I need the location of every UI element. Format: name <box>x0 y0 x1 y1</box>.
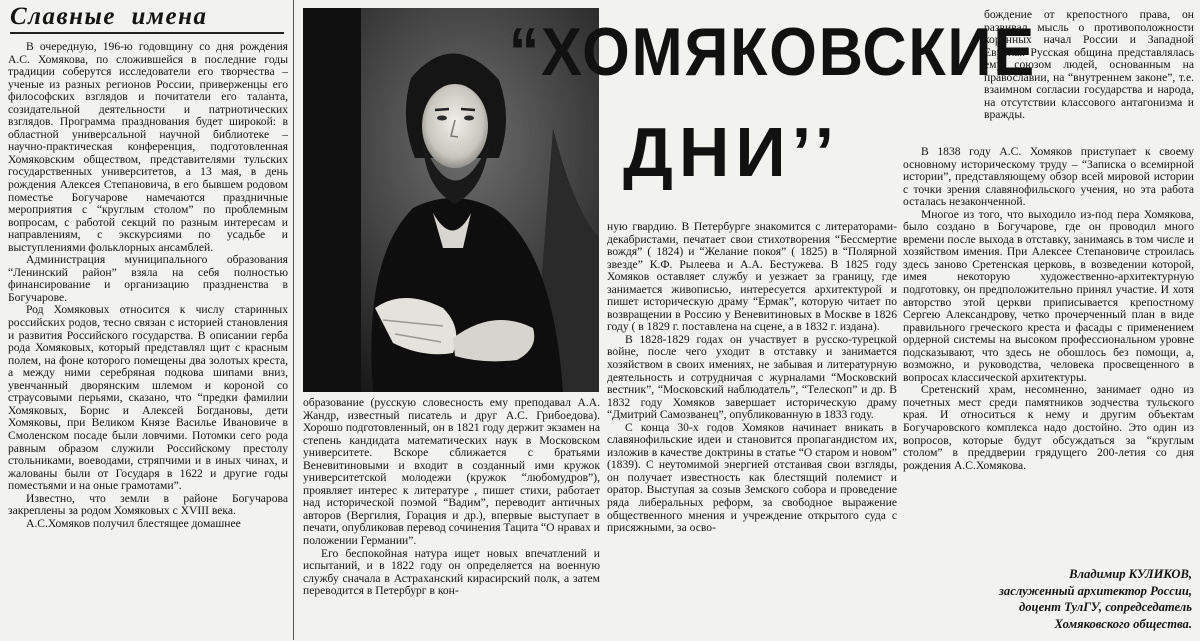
paragraph: В 1838 году А.С. Хомяков приступает к своему основному историческому труду – “Записка о всемирной истории”, представляющему обзор всей мировой истории с точки зрения славянофильского учения, но эта работа осталась незаконченной. <box>903 146 1194 209</box>
paragraph: Администрация муниципального образования “Ленинский район” взяла на себя полностью финансирование и организацию праздненства в Богучарове. <box>8 253 288 304</box>
article-column-4 <box>903 146 1194 564</box>
paragraph: В 1828-1829 годах он участвует в русско-турецкой войне, после чего уходит в отставку и занимается хозяйством в своих имениях, не забывая и литературную деятельность и сотрудничая с журналами “Московский вестник”, “Московский наблюдатель”, “Телескоп” и др. В 1832 году Хомяков завершает историческую драму “Дмитрий Самозванец”, опубликованную в 1833 году. <box>607 332 897 422</box>
paragraph: А.С.Хомяков получил блестящее домашнее <box>26 516 241 530</box>
article-column-1 <box>8 41 288 641</box>
section-rubric: Славные имена <box>10 2 284 34</box>
author-title: заслуженный архитектор России, <box>999 583 1192 598</box>
headline-line-1: “ХОМЯКОВСКИЕ <box>508 14 1036 90</box>
author-title: Хомяковского общества. <box>1054 616 1192 631</box>
article-column-2 <box>303 397 600 640</box>
author-name: Владимир КУЛИКОВ, <box>1069 567 1192 581</box>
paragraph: В очередную, 196-ю годовщину со дня рождения А.С. Хомякова, по сложившейся в последние годы традиции соберутся исследователи его творчества – ученые из разных регионов России, приверженцы его философских взглядов и почитатели его таланта, созидательной деятельности и патриотических взглядов. Программа празднования будет широкой: в областной универсальной научной библиотеке – научно-практическая конференция, подготовленная Хомяковским обществом, представителями тульских государственных университетов, а 13 мая, в день рождения Алексея Степановича, в его бывшем родовом поместье Богучарове намечаются праздничные мероприятия с “круглым столом” по проблемным вопросам, с работой секций по разным интересам и направлениям, с экскурсиями по усадьбе и выступлениями фольклорных ансамблей. <box>8 41 288 254</box>
column-divider <box>293 0 294 640</box>
paragraph: Род Хомяковых относится к числу старинных российских родов, тесно связан с историей становления и развития Российского государства. В описании герба рода Хомяковых, который представлял щит с красным полем, на фоне которого помещены два золотых креста, а между ними серебряная подкова шипами вниз, увенчанный дворянским шлемом и короной со страусовыми перьями, сказано, что “предки фамилии Хомяковых, Борис и Алексей Богдановы, дети Хомяковы, при Великом Князе Василье Ивановиче в Смоленском посаде были ловчими. Потомки сего рода равным образом служили Российскому престолу стольниками, воеводами, стряпчими и в иных чинах, и жалованы были от Государя в 1622 и другие годы поместьями и на оные грамотами”. <box>8 303 288 493</box>
paragraph: Известно, что земли в районе Богучарова закреплены за родом Хомяковых с XVIII века. <box>8 491 288 518</box>
paragraph: Его беспокойная натура ищет новых впечатлений и испытаний, и в 1822 году он определяется на военную службу сначала в Астраханский кирасирский полк, а затем переводится в Петербург в кон- <box>303 546 600 598</box>
paragraph: С конца 30-х годов Хомяков начинает вникать в славянофильские идеи и становится пропагандистом их, изложив в качестве доктрины в статье “О старом и новом” (1839). С неутомимой энергией отстаивая свои взгляды, он получает известность как блестящий полемист и оратор. Выступая за созыв Земского собора и проведение ряда либеральных реформ, за свободное выражение общественного мнения и учреждение открытого суда с присяжными, за осво- <box>607 420 897 535</box>
paragraph: бождение от крепостного права, он развивал мысль о противоположности коренных начал России и Западной Европы. Русская община представлялась ему союзом людей, основанным на православии, на “внутреннем законе”, т.е. взаимном согласии государства и народа, на отсутствии классового антагонизма и вражды. <box>984 9 1194 122</box>
paragraph: ную гвардию. В Петербурге знакомится с литераторами- декабристами, печатает свои стихотворения “Бессмертие вождя” ( 1824) и “Желание покоя” ( 1825) в “Полярной звезде” К.Ф. Рылеева и А.А. Бестужева. В 1825 году Хомяков оставляет службу и уезжает за границу, где занимается живописью, интересуется архитектурой и пишет историческую драму “Ермак”, которую читает по возвращении в Россию у Веневитиновых в Москве в 1826 году ( в 1829 г. поставлена на сцене, а в 1832 г. издана). <box>607 221 897 334</box>
headline-line-2: ДНИ’’ <box>622 113 841 191</box>
paragraph: Многое из того, что выходило из-под пера Хомякова, было создано в Богучарове, где он проводил много времени после выхода в отставку, занимаясь в том числе и хозяйством имения. При Алексее Степановиче строилась здесь заново Сретенская церковь, в возведении которой, имея некоторую художественно-архитектурную подготовку, он предположительно принял участие. И хотя авторство этой церкви приписывается крепостному Сергею Александрову, четко прочерченный план в виде правильного греческого креста и фасады с применением ордерной системы на высоком профессиональном уровне подсказывают, что здесь не обошлось без помощи, а, возможно, и руководства, человека просвещенного в вопросах классической архитектуры. <box>903 207 1194 384</box>
paragraph: Сретенский храм, несомненно, занимает одно из почетных мест среди памятников зодчества тульского края. И относиться к нему и другим объектам Богучаровского комплекса надо достойно. Это один из вопросов, которые будут обсуждаться за “круглым столом” в преддверии грядущего 200-летия со дня рождения А.С.Хомякова. <box>903 383 1194 472</box>
paragraph: образование (русскую словесность ему преподавал А.А. Жандр, известный писатель и друг А.С. Грибоедова). Хорошо подготовленный, он в 1821 году держит экзамен на степень кандидата математических наук в Московском университете. Вскоре сближается с братьями Веневитиновыми и входит в созданный ими кружок университетской молодежи (кружок “любомудров”), проявляет интерес к литературе , пишет стихи, работает над исторической поэмой “Вадим”, переводит античных авторов (Вергилия, Горация и др.), впервые выступает в печати, опубликовав перевод сочинения Тацита “О нравах и положении Германии”. <box>303 397 600 548</box>
author-title: доцент ТулГУ, сопредседатель <box>1019 600 1192 614</box>
article-column-3 <box>607 221 897 640</box>
article-column-4-top <box>984 9 1194 143</box>
author-signature <box>900 566 1192 632</box>
